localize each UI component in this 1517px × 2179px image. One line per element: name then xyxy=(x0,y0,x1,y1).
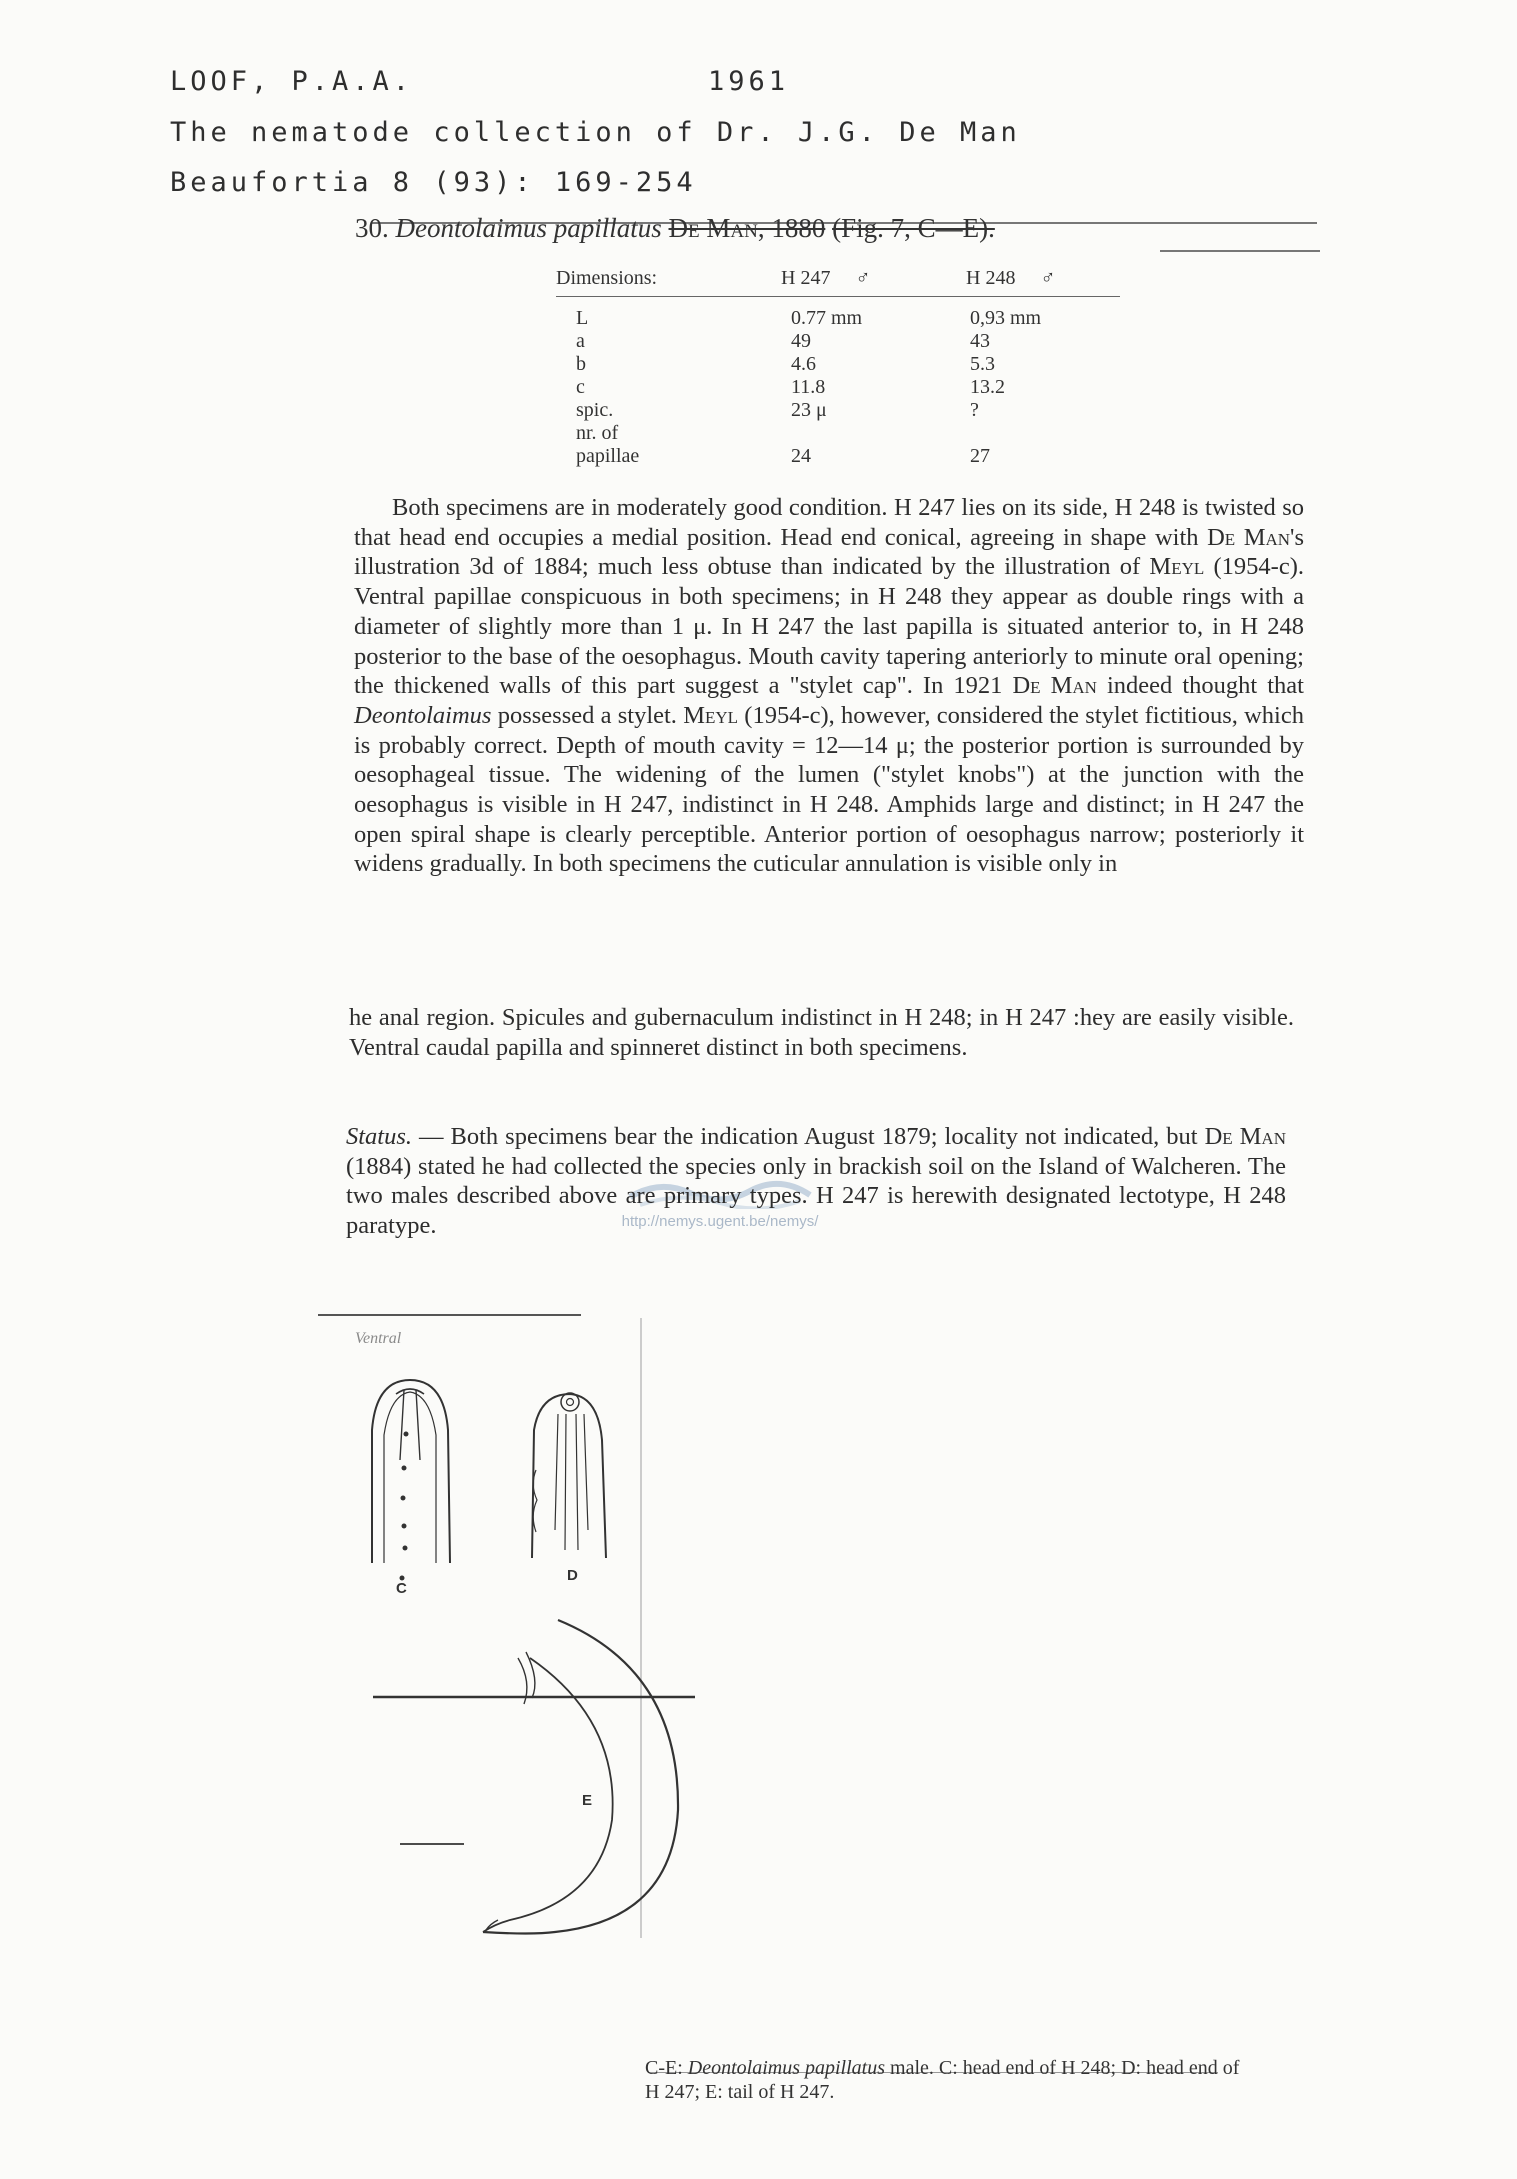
description-paragraph: Both specimens are in moderately good condition. H 247 lies on its side, H 248 is twisted so that head end occupies a medial position. Head end conical, agreeing in shape with De Man's illustration 3d of 1884; much less obtuse than indicated by the illustration of Meyl (1954-c). Ventral papillae conspicuous in both specimens; in H 248 they appear as double rings with a diameter of slightly more than 1 μ. In H 247 the last papilla is situated anterior to, in H 248 posterior to the base of the oesophagus. Mouth cavity tapering anteriorly to minute oral opening; the thickened walls of this part suggest a "stylet cap". In 1921 De Man indeed thought that Deontolaimus possessed a stylet. Meyl (1954-c), however, considered the stylet fictitious, which is probably correct. Depth of mouth cavity = 12—14 μ; the posterior portion is surrounded by oesophageal tissue. The widening of the lumen ("stylet knobs") at the junction with the oesophagus is visible in H 247, indistinct in H 248. Amphids large and distinct; in H 247 the open spiral shape is clearly perceptible. Anterior portion of oesophagus narrow; posteriorly it widens gradually. In both specimens the cuticular annulation is visible only in xyxy=(354,494,1304,878)
table-row: spic. 23 μ ? xyxy=(576,399,979,421)
section-heading xyxy=(355,213,995,244)
table-row: c 11.8 13.2 xyxy=(576,376,1005,398)
status-label: Status. xyxy=(346,1123,413,1150)
watermark-url: http://nemys.ugent.be/nemys/ xyxy=(621,1213,819,1230)
heading-underline xyxy=(1160,250,1320,252)
col-h247-header: H 247 ♂ xyxy=(781,267,966,297)
figure-reference: (Fig. 7, C—E). xyxy=(832,213,995,243)
male-symbol-icon: ♂ xyxy=(855,267,871,289)
year-label: 1961 xyxy=(708,66,790,97)
journal-reference: Beaufortia 8 (93): 169-254 xyxy=(170,167,697,198)
species-name: Deontolaimus papillatus xyxy=(395,213,662,243)
figure-d-label: D xyxy=(567,1567,578,1584)
figure-caption: C-E: Deontolaimus papillatus male. C: head end of H 248; D: head end of H 247; E: tail of H 247. xyxy=(645,2057,1240,2103)
figure-e-label: E xyxy=(582,1792,593,1809)
figure-c-head xyxy=(372,1380,450,1581)
figure-c-label: C xyxy=(396,1580,407,1597)
col-h248-header: H 248 ♂ xyxy=(966,267,1120,297)
dimensions-title: Dimensions: xyxy=(556,267,781,297)
paper-title: The nematode collection of Dr. J.G. De Man xyxy=(170,117,1021,148)
table-row: L 0.77 mm 0,93 mm xyxy=(576,307,1042,329)
figure-d-head xyxy=(532,1393,606,1558)
table-row: papillae 24 27 xyxy=(576,445,990,467)
species-authority: De Man, 1880 xyxy=(668,213,826,243)
figure-pencil-note: Ventral xyxy=(355,1330,402,1347)
annulation-paragraph: he anal region. Spicules and gubernaculum indistinct in H 248; in H 247 :hey are easily visible. Ventral caudal papilla and spinneret distinct in both specimens. xyxy=(349,1004,1294,1061)
male-symbol-icon: ♂ xyxy=(1040,267,1056,289)
table-row: nr. of xyxy=(576,422,619,444)
dimensions-table xyxy=(556,267,1120,468)
author-line: LOOF, P.A.A. xyxy=(170,66,414,97)
figure-plate xyxy=(300,1310,700,1980)
dimensions-header-row xyxy=(556,267,1120,297)
figure-e-tail xyxy=(373,1620,695,1934)
status-paragraph: Status. — Both specimens bear the indication August 1879; locality not indicated, but De Man (1884) stated he had collected the species only in brackish soil on the Island of Walcheren. The two males described above are primary types. H 247 is herewith designated lectotype, H 248 paratype. xyxy=(346,1123,1286,1240)
table-row: b 4.6 5.3 xyxy=(576,353,995,375)
section-number: 30. xyxy=(355,213,389,243)
table-row: a 49 43 xyxy=(576,330,990,352)
